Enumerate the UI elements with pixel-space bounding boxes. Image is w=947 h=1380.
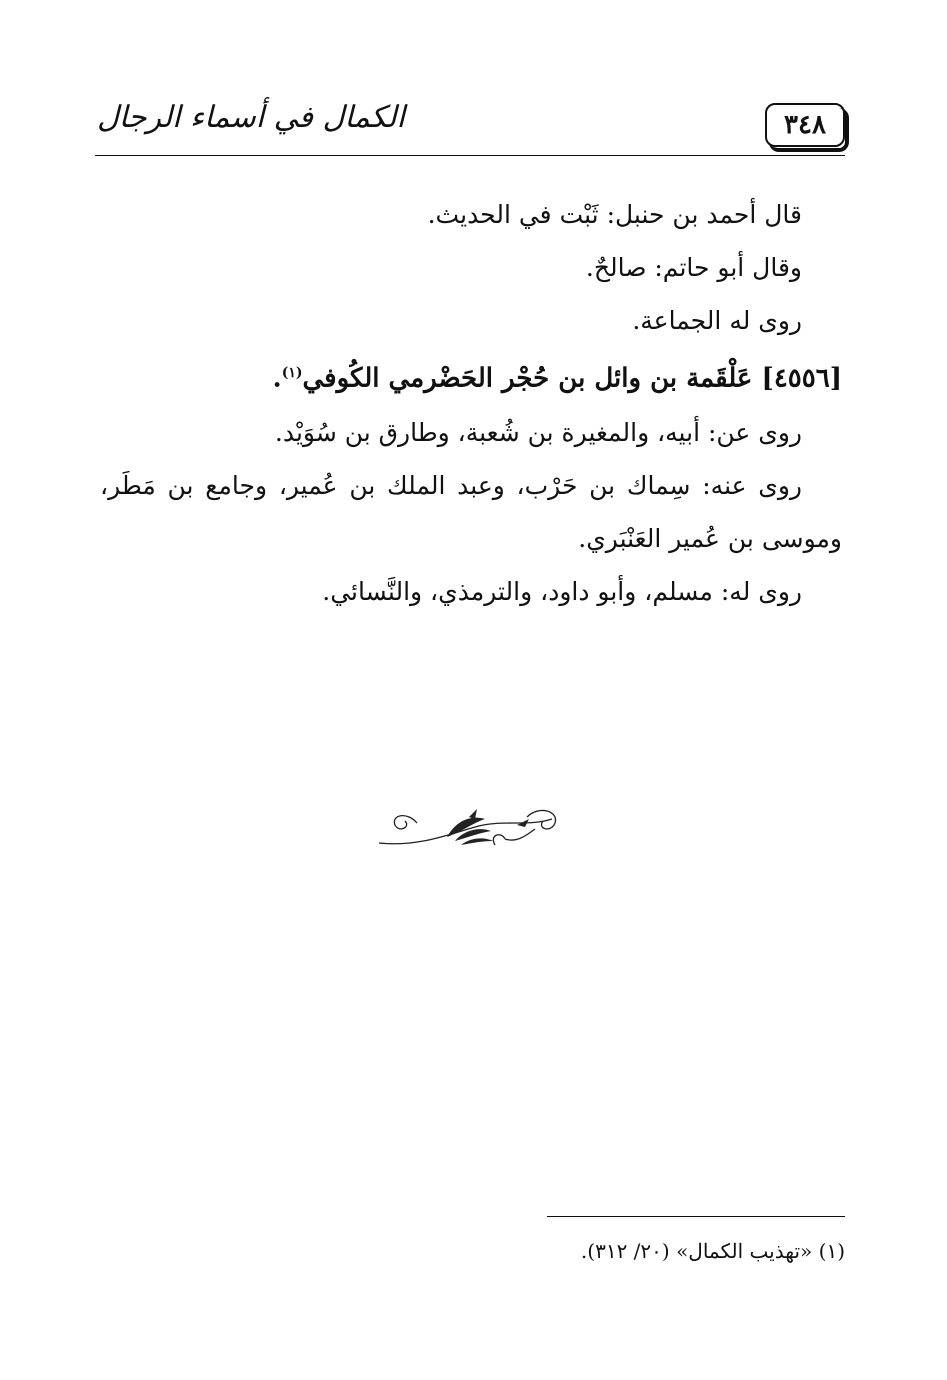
entry-name: عَلْقَمة بن وائل بن حُجْر الحَضْرمي الكُوفي (302, 363, 753, 394)
footnote-rule (547, 1216, 845, 1217)
text-line-rawa-lahu: روى له: مسلم، وأبو داود، والترمذي، والنَّسائي. (322, 576, 802, 606)
text-line-jamaa: روى له الجماعة. (632, 306, 802, 335)
book-title: الكمال في أسماء الرجال (97, 100, 405, 135)
text-line-rawa-an: روى عن: أبيه، والمغيرة بن شُعبة، وطارق بن سُوَيْد. (274, 417, 802, 447)
text-line-ahmad: قال أحمد بن حنبل: ثَبْت في الحديث. (427, 200, 802, 229)
text-line-musa: وموسى بن عُمير العَنْبَري. (578, 523, 842, 553)
main-text (100, 188, 842, 618)
text-line-rawa-anhu: روى عنه: سِماك بن حَرْب، وعبد الملك بن عُمير، وجامع بن مَطَر، (100, 470, 802, 500)
entry-number: [٤٥٥٦] (761, 363, 842, 394)
header-rule (95, 155, 845, 156)
footnote-marker: (١) (281, 365, 303, 381)
text-line-abu-hatim: وقال أبو حاتم: صالحٌ. (585, 253, 802, 282)
footnote: (١) «تهذيب الكمال» (٢٠/ ٣١٢). (580, 1239, 845, 1263)
page-number: ٣٤٨ (765, 103, 845, 147)
page-header (95, 100, 845, 160)
entry-end: . (272, 363, 282, 394)
floral-divider-icon (377, 805, 572, 855)
entry-heading (100, 347, 842, 406)
